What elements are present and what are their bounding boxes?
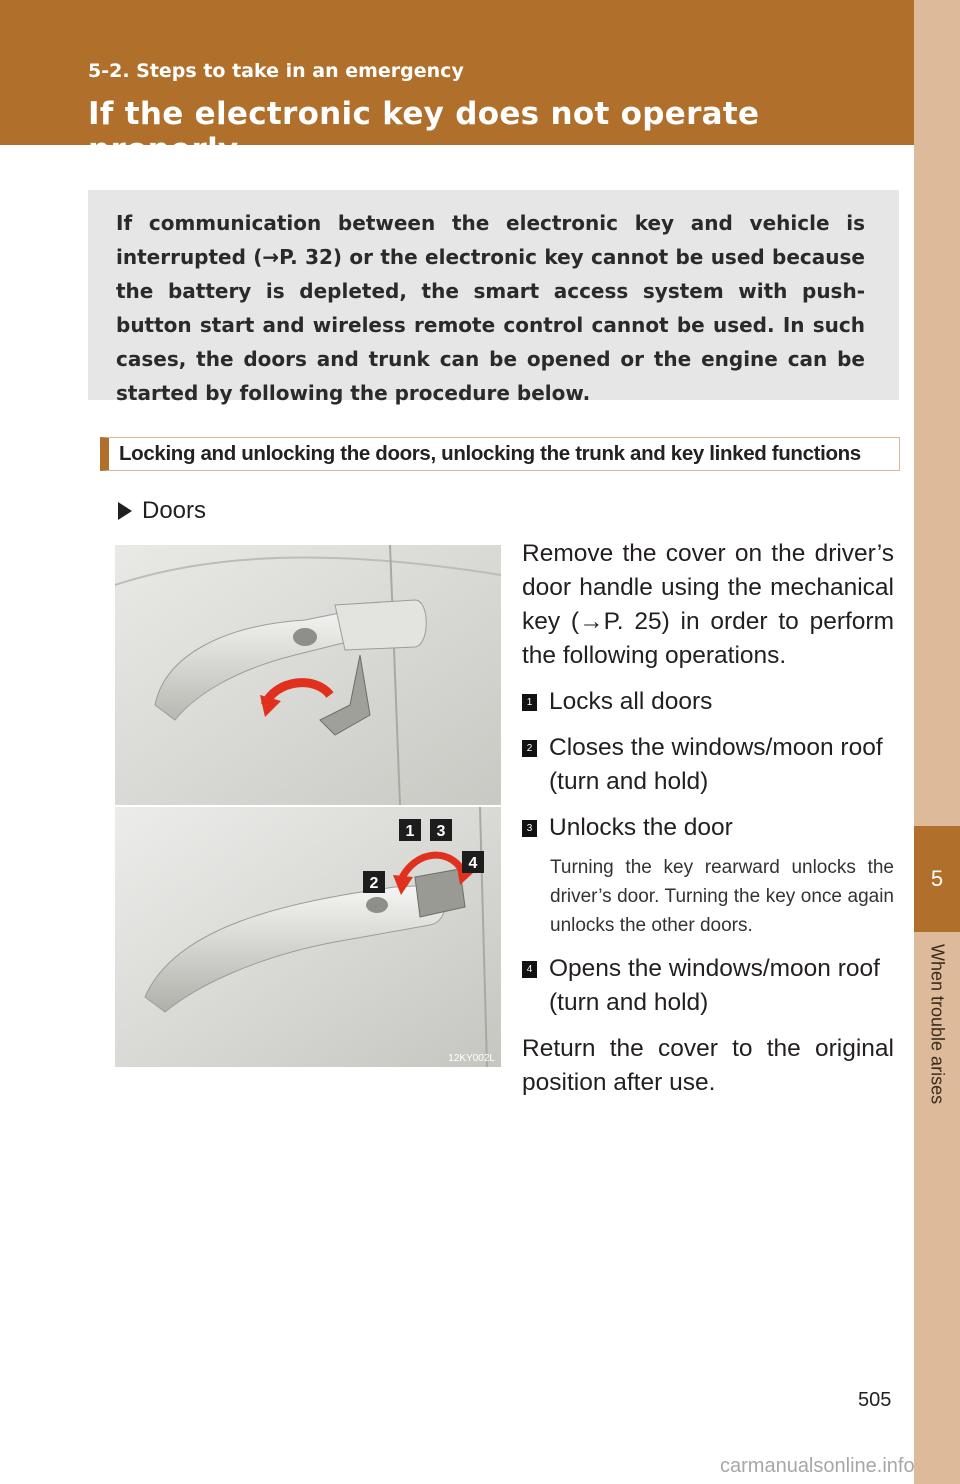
- chapter-header: [0, 0, 914, 168]
- figure-code: 12KY002L: [448, 1053, 495, 1064]
- list-item: [522, 952, 894, 1020]
- instructions: [522, 537, 894, 1100]
- subsection-doors: [118, 497, 206, 525]
- subsection-label: Doors: [142, 497, 207, 524]
- step-3-note: Turning the key rearward unlocks the driver’s door. Turning the key once again unlocks the other doors.: [550, 857, 894, 936]
- page-number: 505: [858, 1389, 892, 1411]
- step-text: Closes the windows/moon roof (turn and hold): [549, 734, 883, 795]
- chapter-label: When trouble arises: [927, 944, 948, 1105]
- step-number-2: 2: [522, 740, 537, 757]
- intro-text: If communication between the electronic key and vehicle is interrupted (→P. 32) or the electronic key cannot be used because the battery is depleted, the smart access system with push-button start and wireless remote control cannot be used. In such cases, the doors and trunk can be opened or the engine can be started by following the procedure below.: [116, 211, 865, 405]
- step-text: Opens the windows/moon roof (turn and hold): [549, 955, 880, 1016]
- step-number-3: 3: [522, 820, 537, 837]
- step-number-1: 1: [522, 694, 537, 711]
- door-handle-photo-key: [115, 807, 501, 1067]
- key-operation-illustration: [115, 807, 501, 1067]
- triangle-bullet-icon: [118, 502, 132, 520]
- page-title: If the electronic key does not operate properly: [88, 96, 760, 168]
- intro-box: [88, 190, 899, 405]
- list-item: [522, 685, 894, 719]
- watermark: carmanualsonline.info: [720, 1455, 915, 1477]
- list-item: [522, 811, 894, 845]
- step-text: Locks all doors: [549, 688, 713, 715]
- callout-2: 2: [369, 875, 379, 892]
- callout-1: 1: [405, 823, 415, 840]
- section-heading-text: Locking and unlocking the doors, unlocking the trunk and key linked functions: [119, 442, 861, 465]
- section-breadcrumb: 5-2. Steps to take in an emergency: [88, 60, 464, 82]
- door-handle-illustration: [115, 545, 501, 805]
- instructions-closing: Return the cover to the original position after use.: [522, 1035, 894, 1096]
- callout-3: 3: [436, 823, 446, 840]
- instructions-lead: Remove the cover on the driver’s door handle using the mechanical key (→P. 25) in order to perform the following operations.: [522, 540, 894, 669]
- chapter-number: 5: [914, 826, 960, 932]
- step-text: Unlocks the door: [549, 814, 733, 841]
- chapter-side-tab: [914, 0, 960, 1484]
- list-item: [522, 731, 894, 799]
- step-number-4: 4: [522, 961, 537, 978]
- callout-4: 4: [468, 855, 478, 872]
- door-handle-photo-cover: [115, 545, 501, 805]
- section-heading: [100, 437, 900, 471]
